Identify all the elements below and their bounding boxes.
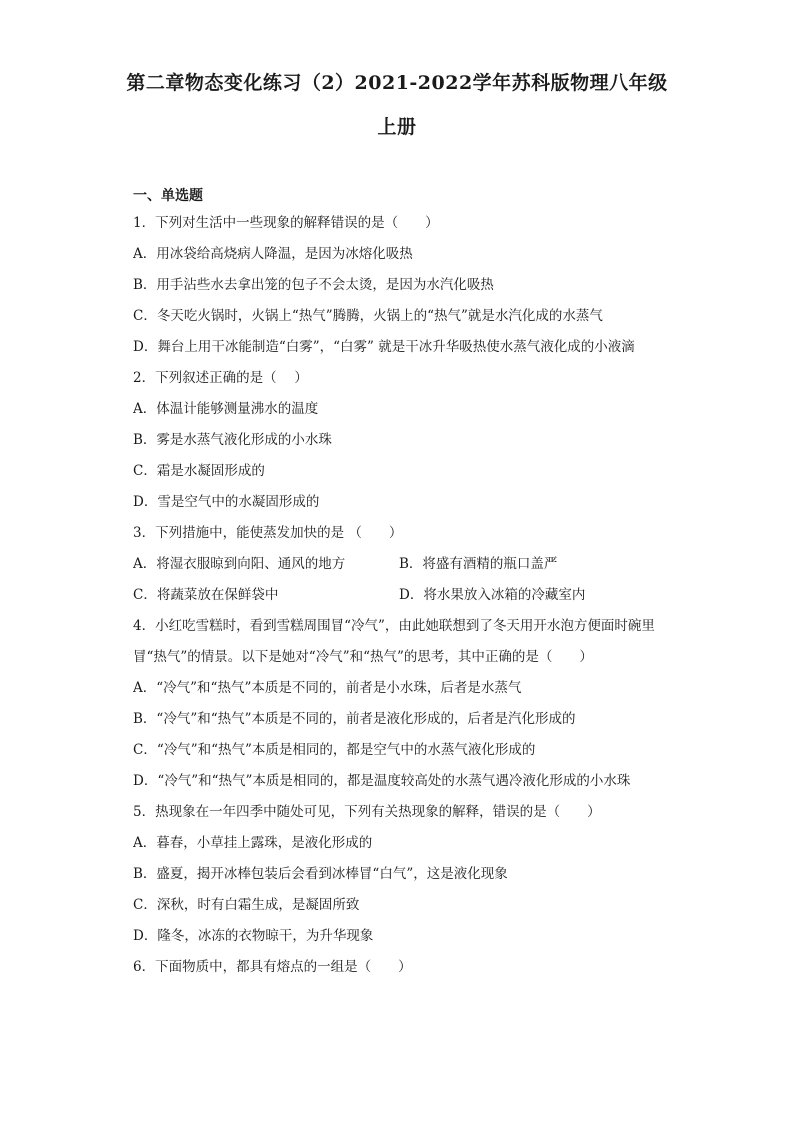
question-4-option-b: B．“冷气”和“热气”本质是不同的，前者是液化形成的，后者是汽化形成的 bbox=[133, 711, 576, 727]
question-3-option-a: A．将湿衣服晾到向阳、通风的地方 bbox=[133, 556, 346, 572]
question-3-option-c: C．将蔬菜放在保鲜袋中 bbox=[133, 587, 279, 603]
document-title-line1: 第二章物态变化练习（2）2021-2022学年苏科版物理八年级 bbox=[126, 72, 668, 94]
question-2-option-a: A．体温计能够测量沸水的温度 bbox=[133, 401, 319, 417]
question-1-option-d: D．舞台上用干冰能制造“白雾”，“白雾” 就是干冰升华吸热使水蒸气液化成的小液滴 bbox=[133, 339, 635, 355]
question-5-stem: 5．热现象在一年四季中随处可见，下列有关热现象的解释，错误的是（ ） bbox=[133, 804, 601, 820]
question-1-option-b: B．用手沾些水去拿出笼的包子不会太烫，是因为水汽化吸热 bbox=[133, 277, 494, 293]
question-4-option-a: A．“冷气”和“热气”本质是不同的，前者是小水珠，后者是水蒸气 bbox=[133, 680, 522, 696]
question-4-stem: 4．小红吃雪糕时，看到雪糕周围冒“冷气”，由此她联想到了冬天用开水泡方便面时碗里冒“热气”的情景。以下是她对“冷气”和“热气”的思考，其中正确的是（ ） bbox=[133, 618, 655, 665]
question-list bbox=[133, 208, 665, 983]
question-3-option-d: D．将水果放入冰箱的冷藏室内 bbox=[399, 587, 586, 603]
question-2-stem: 2．下列叙述正确的是（ ） bbox=[133, 370, 308, 386]
question-5-option-b: B．盛夏，揭开冰棒包装后会看到冰棒冒“白气”，这是液化现象 bbox=[133, 866, 508, 882]
question-3-stem: 3．下列措施中，能使蒸发加快的是 （ ） bbox=[133, 525, 403, 541]
question-3-options-row-2 bbox=[133, 580, 665, 611]
question-1-stem: 1．下列对生活中一些现象的解释错误的是（ ） bbox=[133, 215, 439, 231]
question-2-option-d: D．雪是空气中的水凝固形成的 bbox=[133, 494, 320, 510]
question-3-option-b: B．将盛有酒精的瓶口盖严 bbox=[399, 556, 558, 572]
question-5-option-d: D．隆冬，冰冻的衣物晾干，为升华现象 bbox=[133, 928, 374, 944]
question-2-option-b: B．雾是水蒸气液化形成的小水珠 bbox=[133, 432, 332, 448]
question-2-option-c: C．霜是水凝固形成的 bbox=[133, 463, 265, 479]
question-1-option-c: C．冬天吃火锅时，火锅上“热气”腾腾，火锅上的“热气”就是水汽化成的水蒸气 bbox=[133, 308, 603, 324]
question-4-option-c: C．“冷气”和“热气”本质是相同的，都是空气中的水蒸气液化形成的 bbox=[133, 742, 536, 758]
question-5-option-c: C．深秋，时有白霜生成，是凝固所致 bbox=[133, 897, 360, 913]
section-heading: 一、单选题 bbox=[133, 188, 203, 204]
document-title-line2: 上册 bbox=[377, 116, 417, 138]
question-4-option-d: D．“冷气”和“热气”本质是相同的，都是温度较高处的水蒸气遇冷液化形成的小水珠 bbox=[133, 773, 631, 789]
question-5-option-a: A．暮春，小草挂上露珠，是液化形成的 bbox=[133, 835, 373, 851]
question-1-option-a: A．用冰袋给高烧病人降温，是因为冰熔化吸热 bbox=[133, 246, 413, 262]
question-3-options-row-1 bbox=[133, 549, 665, 580]
question-6-stem: 6．下面物质中，都具有熔点的一组是（ ） bbox=[133, 959, 412, 975]
